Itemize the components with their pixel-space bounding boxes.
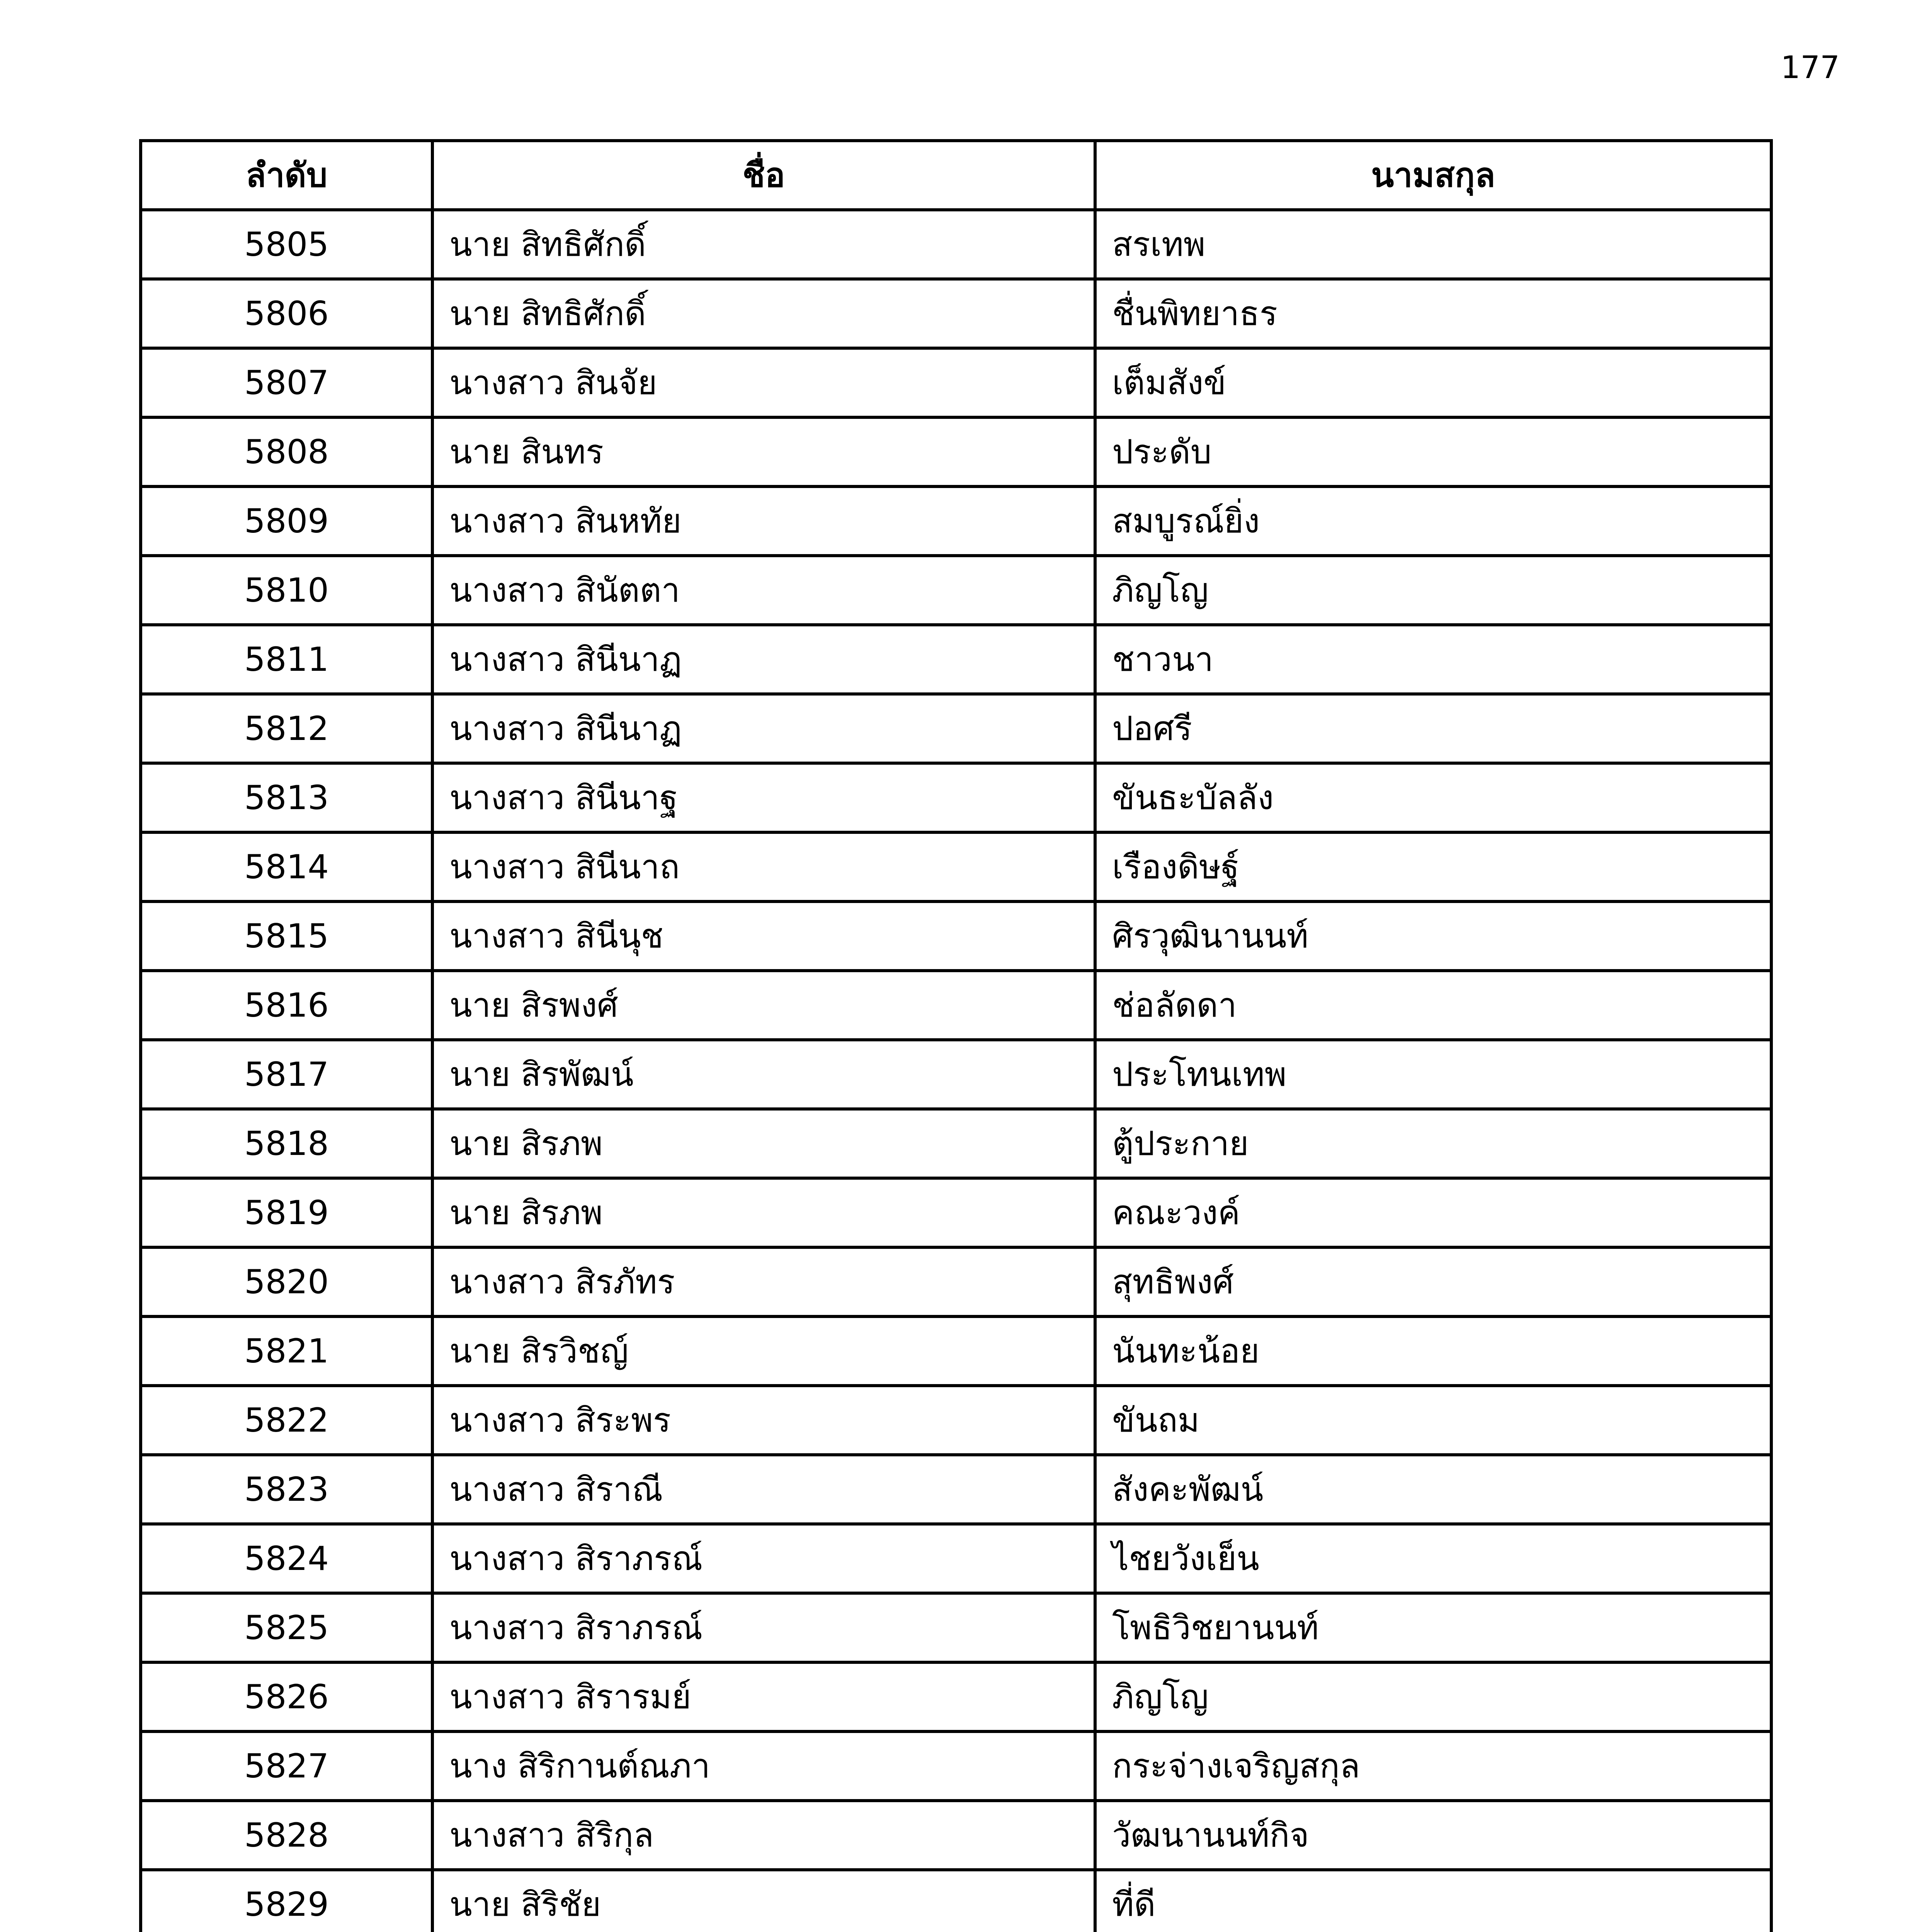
row-surname-cell: ประโทนเทพ [1095,1040,1771,1109]
row-surname-cell: ช่อลัดดา [1095,971,1771,1040]
row-name-cell: นาย สิทธิศักดิ์ [432,279,1095,348]
table-row [141,1316,1771,1386]
table-row [141,486,1771,556]
row-name-cell: นางสาว สิราภรณ์ [432,1524,1095,1593]
table-row [141,1040,1771,1109]
row-order-cell: 5808 [141,417,432,486]
table-row [141,1386,1771,1455]
row-order-cell: 5818 [141,1109,432,1178]
row-order-cell: 5805 [141,210,432,279]
table-row [141,556,1771,625]
row-order-cell: 5806 [141,279,432,348]
table-row [141,348,1771,417]
table-body [141,210,1771,1932]
table-row [141,832,1771,901]
row-surname-cell: ที่ดี [1095,1870,1771,1932]
row-surname-cell: ตู้ประกาย [1095,1109,1771,1178]
row-name-cell: นางสาว สินหทัย [432,486,1095,556]
table-row [141,763,1771,832]
row-name-cell: นาย สิริชัย [432,1870,1095,1932]
row-name-cell: นาย สิรพงศ์ [432,971,1095,1040]
row-surname-cell: ขันธะบัลลัง [1095,763,1771,832]
table-row [141,1662,1771,1731]
row-name-cell: นางสาว สินีนาถ [432,832,1095,901]
row-surname-cell: สมบูรณ์ยิ่ง [1095,486,1771,556]
header-surname: นามสกุล [1095,141,1771,210]
row-order-cell: 5810 [141,556,432,625]
row-surname-cell: ชาวนา [1095,625,1771,694]
header-order: ลำดับ [141,141,432,210]
row-surname-cell: คณะวงค์ [1095,1178,1771,1247]
table-row [141,901,1771,971]
row-surname-cell: ศิรวุฒินานนท์ [1095,901,1771,971]
row-name-cell: นาย สินทร [432,417,1095,486]
row-surname-cell: โพธิวิชยานนท์ [1095,1593,1771,1662]
row-order-cell: 5807 [141,348,432,417]
table-row [141,210,1771,279]
table-row [141,279,1771,348]
row-order-cell: 5826 [141,1662,432,1731]
row-surname-cell: ไชยวังเย็น [1095,1524,1771,1593]
table-row [141,971,1771,1040]
row-order-cell: 5811 [141,625,432,694]
row-surname-cell: ภิญโญ [1095,556,1771,625]
table-row [141,1593,1771,1662]
row-order-cell: 5816 [141,971,432,1040]
row-surname-cell: สุทธิพงศ์ [1095,1247,1771,1316]
row-name-cell: นางสาว สิริกุล [432,1801,1095,1870]
row-name-cell: นางสาว สิราณี [432,1455,1095,1524]
table-row [141,1870,1771,1932]
table-row [141,1247,1771,1316]
row-name-cell: นาย สิรวิชญ์ [432,1316,1095,1386]
row-surname-cell: นันทะน้อย [1095,1316,1771,1386]
row-order-cell: 5825 [141,1593,432,1662]
row-name-cell: นาย สิรพัฒน์ [432,1040,1095,1109]
table-row [141,625,1771,694]
row-name-cell: นาย สิทธิศักดิ์ [432,210,1095,279]
row-name-cell: นาย สิรภพ [432,1109,1095,1178]
row-order-cell: 5822 [141,1386,432,1455]
row-order-cell: 5820 [141,1247,432,1316]
row-order-cell: 5819 [141,1178,432,1247]
row-order-cell: 5827 [141,1731,432,1801]
table-row [141,1178,1771,1247]
row-order-cell: 5821 [141,1316,432,1386]
table-row [141,1524,1771,1593]
row-surname-cell: ประดับ [1095,417,1771,486]
row-name-cell: นางสาว สิระพร [432,1386,1095,1455]
row-name-cell: นาง สิริกานต์ณภา [432,1731,1095,1801]
row-name-cell: นางสาว สินัตตา [432,556,1095,625]
row-surname-cell: เต็มสังข์ [1095,348,1771,417]
row-order-cell: 5814 [141,832,432,901]
row-surname-cell: เรืองดิษฐ์ [1095,832,1771,901]
table-row [141,1731,1771,1801]
row-name-cell: นางสาว สิรภัทร [432,1247,1095,1316]
name-list-table [139,139,1773,1932]
row-order-cell: 5815 [141,901,432,971]
row-order-cell: 5823 [141,1455,432,1524]
row-surname-cell: สังคะพัฒน์ [1095,1455,1771,1524]
table-row [141,1455,1771,1524]
row-surname-cell: ขันถม [1095,1386,1771,1455]
row-name-cell: นาย สิรภพ [432,1178,1095,1247]
row-name-cell: นางสาว สินีนาฐ [432,763,1095,832]
row-order-cell: 5812 [141,694,432,763]
row-surname-cell: วัฒนานนท์กิจ [1095,1801,1771,1870]
row-name-cell: นางสาว สินจัย [432,348,1095,417]
row-name-cell: นางสาว สิรารมย์ [432,1662,1095,1731]
table-row [141,694,1771,763]
row-surname-cell: ภิญโญ [1095,1662,1771,1731]
row-order-cell: 5809 [141,486,432,556]
row-surname-cell: ชื่นพิทยาธร [1095,279,1771,348]
row-surname-cell: กระจ่างเจริญสกุล [1095,1731,1771,1801]
page-number: 177 [1781,49,1840,85]
row-order-cell: 5828 [141,1801,432,1870]
row-order-cell: 5829 [141,1870,432,1932]
row-name-cell: นางสาว สินีนาฏ [432,625,1095,694]
table-header-row [141,141,1771,210]
row-order-cell: 5824 [141,1524,432,1593]
row-name-cell: นางสาว สินีนุช [432,901,1095,971]
table-row [141,1109,1771,1178]
row-surname-cell: สรเทพ [1095,210,1771,279]
row-name-cell: นางสาว สิราภรณ์ [432,1593,1095,1662]
row-name-cell: นางสาว สินีนาฏ [432,694,1095,763]
row-order-cell: 5813 [141,763,432,832]
row-surname-cell: ปอศรี [1095,694,1771,763]
table-row [141,417,1771,486]
header-name: ชื่อ [432,141,1095,210]
table-row [141,1801,1771,1870]
row-order-cell: 5817 [141,1040,432,1109]
